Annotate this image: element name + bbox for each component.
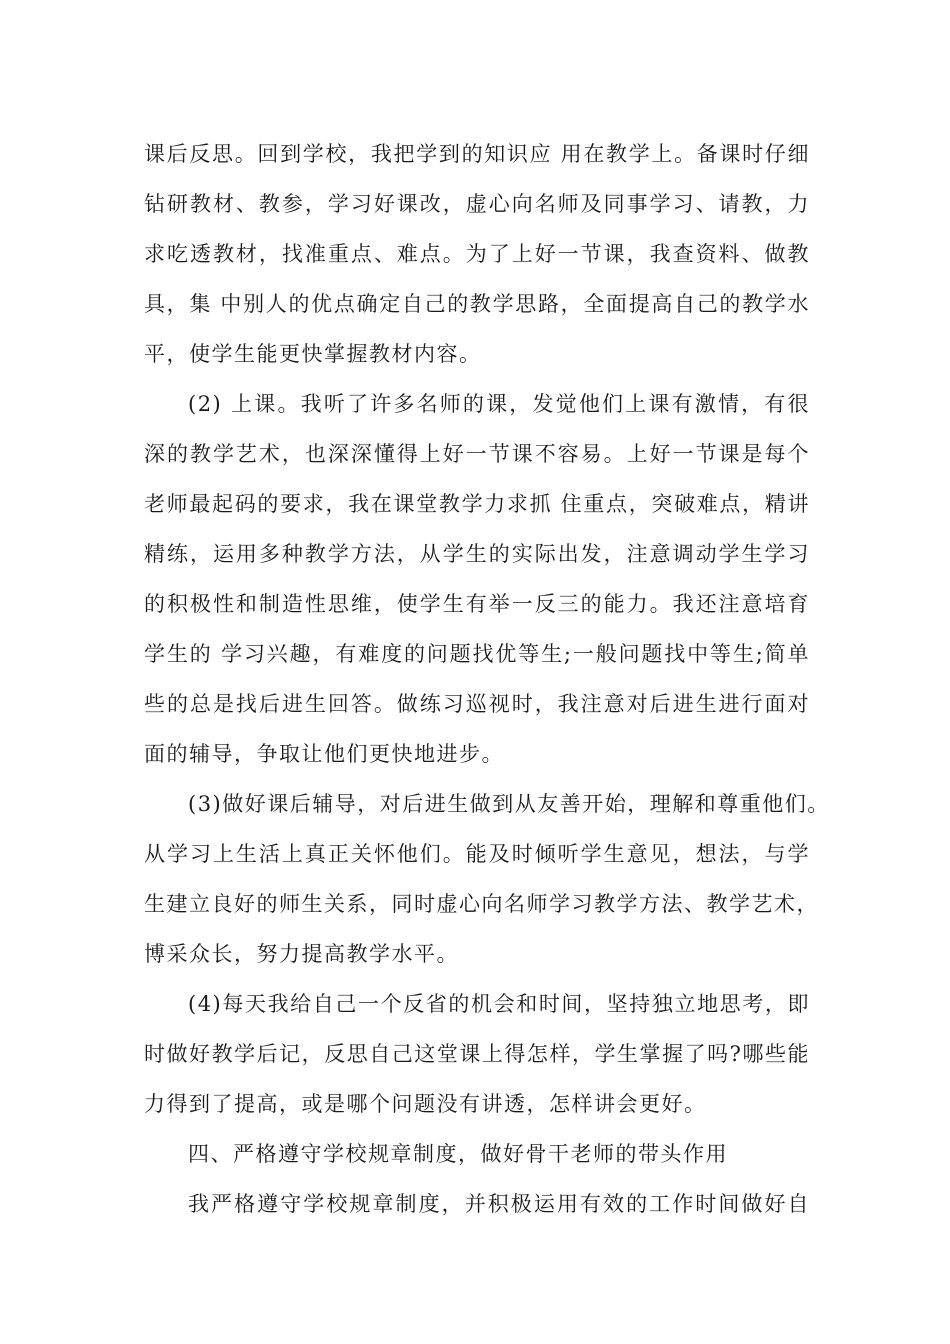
section-heading: 四、严格遵守学校规章制度，做好骨干老师的带头作用 — [188, 1142, 728, 1166]
text-line: 课后反思。回到学校，我把学到的知识应 用在教学上。备课时仔细 — [144, 142, 810, 166]
text-line: 从学习上生活上真正关怀他们。能及时倾听学生意见，想法，与学 — [144, 842, 810, 866]
text-line: 钻研教材、教参，学习好课改，虚心向名师及同事学习、请教，力 — [144, 192, 810, 216]
text-line: 力得到了提高，或是哪个问题没有讲透，怎样讲会更好。 — [144, 1092, 707, 1116]
text-line: 面的辅导，争取让他们更快地进步。 — [144, 742, 504, 766]
text-line: 博采众长，努力提高教学水平。 — [144, 942, 459, 966]
text-line: 的积极性和制造性思维，使学生有举一反三的能力。我还注意培育 — [144, 592, 810, 616]
text-line: 生建立良好的师生关系，同时虚心向名师学习教学方法、教学艺术， — [144, 892, 819, 916]
text-line: 些的总是找后进生回答。做练习巡视时，我注意对后进生进行面对 — [144, 692, 810, 716]
text-line: 具，集 中别人的优点确定自己的教学思路，全面提高自己的教学水 — [144, 292, 810, 316]
text-line: 时做好教学后记，反思自己这堂课上得怎样，学生掌握了吗?哪些能 — [144, 1042, 810, 1066]
text-line: 求吃透教材，找准重点、难点。为了上好一节课，我查资料、做教 — [144, 242, 810, 266]
text-line: 精练，运用多种教学方法，从学生的实际出发，注意调动学生学习 — [144, 542, 810, 566]
body-text — [144, 129, 830, 1229]
text-line: 平，使学生能更快掌握教材内容。 — [144, 342, 482, 366]
text-line: 深的教学艺术，也深深懂得上好一节课不容易。上好一节课是每个 — [144, 442, 810, 466]
paragraph-start-line: (2) 上课。我听了许多名师的课，发觉他们上课有激情，有很 — [188, 392, 810, 416]
paragraph-start-line: (4)每天我给自己一个反省的机会和时间，坚持独立地思考，即 — [188, 992, 810, 1016]
text-line: 学生的 学习兴趣，有难度的问题找优等生;一般问题找中等生;简单 — [144, 642, 810, 666]
text-line: 老师最起码的要求，我在课堂教学力求抓 住重点，突破难点，精讲 — [144, 492, 810, 516]
paragraph-start-line: 我严格遵守学校规章制度，并积极运用有效的工作时间做好自 — [188, 1192, 810, 1216]
paragraph-start-line: (3)做好课后辅导，对后进生做到从友善开始，理解和尊重他们。 — [188, 792, 830, 816]
